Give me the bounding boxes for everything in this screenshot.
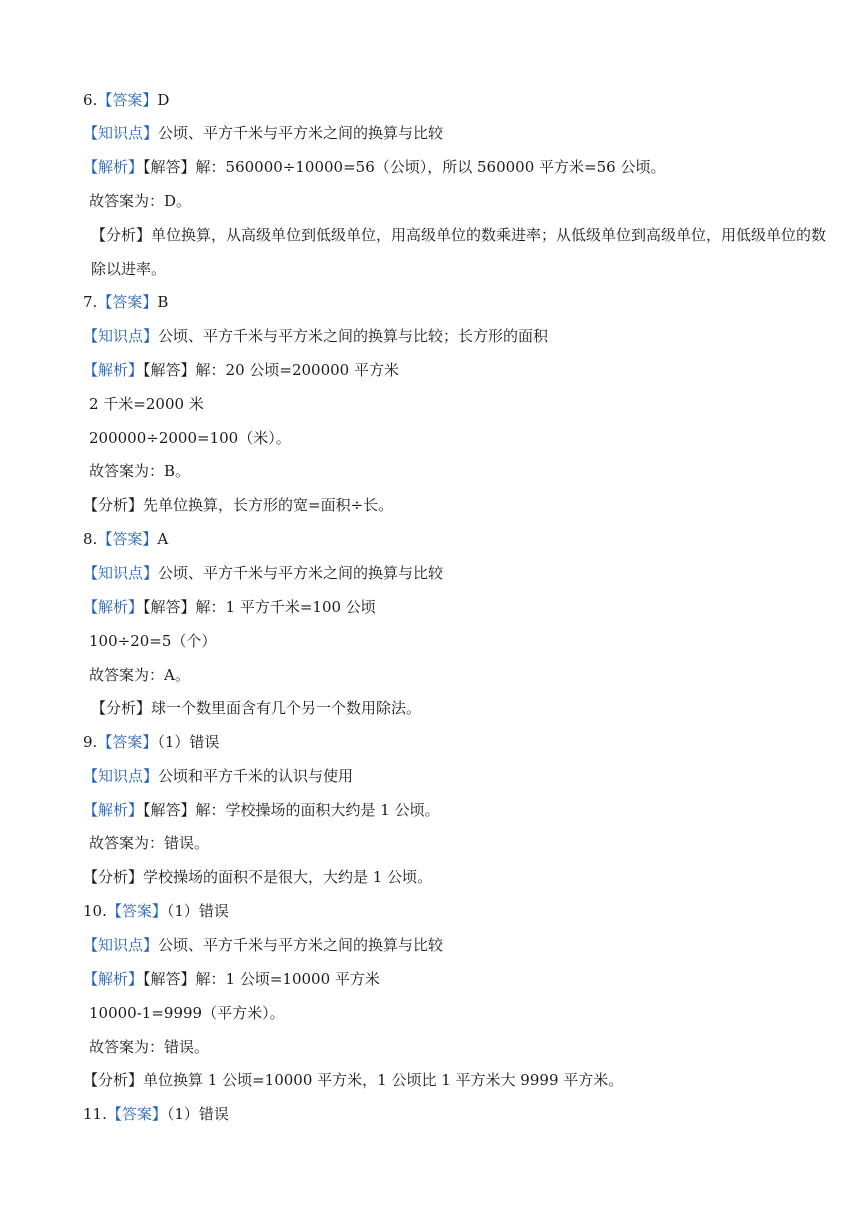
knowledge-point-line-9 xyxy=(83,766,823,786)
knowledge-point-tag: 【知识点】 xyxy=(83,327,159,345)
answer-value: A xyxy=(157,530,169,548)
question-number: 6. xyxy=(83,91,98,109)
answer-tag: 【答案】 xyxy=(106,902,167,920)
knowledge-point-line-7 xyxy=(83,326,823,346)
analysis-text: 单位换算，从高级单位到低级单位，用高级单位的数乘进率；从低级单位到高级单位，用低级单位的数除以进率。 xyxy=(91,226,827,278)
explanation-tag: 【解析】 xyxy=(83,361,144,379)
answer-line-10 xyxy=(83,901,823,921)
analysis-tag: 【分析】 xyxy=(91,699,152,717)
analysis-line-8 xyxy=(83,698,831,718)
explanation-tag: 【解析】 xyxy=(83,970,144,988)
explanation-tag: 【解析】 xyxy=(83,158,144,176)
solution-text: 解：1 公顷=10000 平方米 xyxy=(195,970,380,988)
analysis-line-6 xyxy=(83,218,831,286)
answer-line-9 xyxy=(83,732,823,752)
solution-text: 解：560000÷10000=56（公顷），所以 560000 平方米=56 公顷。 xyxy=(195,158,666,176)
solution-line-7 xyxy=(83,360,823,380)
solution-step: 故答案为：D。 xyxy=(89,192,192,210)
knowledge-point-text: 公顷、平方千米与平方米之间的换算与比较；长方形的面积 xyxy=(158,327,549,345)
explanation-tag: 【解析】 xyxy=(83,598,144,616)
solution-tag: 【解答】 xyxy=(143,361,196,379)
solution-line-9 xyxy=(83,800,823,820)
solution-tag: 【解答】 xyxy=(143,970,196,988)
knowledge-point-tag: 【知识点】 xyxy=(83,124,159,142)
solution-tag: 【解答】 xyxy=(143,801,196,819)
analysis-tag: 【分析】 xyxy=(83,496,144,514)
question-number: 11. xyxy=(83,1105,107,1123)
solution-text: 解：1 平方千米=100 公顷 xyxy=(195,598,376,616)
knowledge-point-line-6 xyxy=(83,123,823,143)
solution-line-8 xyxy=(83,597,823,617)
solution-line-10 xyxy=(83,969,823,989)
solution-step: 故答案为：错误。 xyxy=(89,1038,210,1056)
solution-tag: 【解答】 xyxy=(143,158,196,176)
answer-tag: 【答案】 xyxy=(97,733,158,751)
knowledge-point-text: 公顷、平方千米与平方米之间的换算与比较 xyxy=(158,564,444,582)
answer-line-11 xyxy=(83,1104,823,1124)
solution-text: 解：20 公顷=200000 平方米 xyxy=(195,361,399,379)
solution-step: 故答案为：A。 xyxy=(89,666,190,684)
question-number: 8. xyxy=(83,530,98,548)
answer-line-6 xyxy=(83,90,823,110)
solution-step: 100÷20=5（个） xyxy=(89,632,217,650)
answer-value: （1）错误 xyxy=(166,902,229,920)
knowledge-point-text: 公顷、平方千米与平方米之间的换算与比较 xyxy=(158,936,444,954)
solution-step: 故答案为：错误。 xyxy=(89,834,210,852)
analysis-line-7 xyxy=(83,495,823,515)
analysis-text: 学校操场的面积不是很大，大约是 1 公顷。 xyxy=(143,868,433,886)
solution-step: 10000-1=9999（平方米）。 xyxy=(89,1004,285,1022)
answer-value: D xyxy=(157,91,170,109)
solution-tag: 【解答】 xyxy=(143,598,196,616)
analysis-line-9 xyxy=(83,867,823,887)
analysis-text: 先单位换算，长方形的宽=面积÷长。 xyxy=(143,496,394,514)
knowledge-point-tag: 【知识点】 xyxy=(83,564,159,582)
analysis-tag: 【分析】 xyxy=(83,1071,144,1089)
answer-tag: 【答案】 xyxy=(106,1105,167,1123)
answer-value: B xyxy=(157,293,169,311)
answer-tag: 【答案】 xyxy=(97,91,158,109)
analysis-tag: 【分析】 xyxy=(91,226,152,244)
analysis-text: 球一个数里面含有几个另一个数用除法。 xyxy=(151,699,422,717)
knowledge-point-line-10 xyxy=(83,935,823,955)
answer-value: （1）错误 xyxy=(157,733,220,751)
knowledge-point-text: 公顷和平方千米的认识与使用 xyxy=(158,767,354,785)
analysis-text: 单位换算 1 公顷=10000 平方米，1 公顷比 1 平方米大 9999 平方米。 xyxy=(143,1071,624,1089)
question-number: 7. xyxy=(83,293,98,311)
knowledge-point-text: 公顷、平方千米与平方米之间的换算与比较 xyxy=(158,124,444,142)
solution-line-6 xyxy=(83,157,823,177)
solution-step: 2 千米=2000 米 xyxy=(89,395,204,413)
knowledge-point-tag: 【知识点】 xyxy=(83,936,159,954)
solution-step: 200000÷2000=100（米）。 xyxy=(89,429,291,447)
question-number: 10. xyxy=(83,902,107,920)
question-number: 9. xyxy=(83,733,98,751)
answer-value: （1）错误 xyxy=(166,1105,229,1123)
solution-step: 故答案为：B。 xyxy=(89,462,191,480)
answer-line-7 xyxy=(83,292,823,312)
knowledge-point-line-8 xyxy=(83,563,823,583)
answer-tag: 【答案】 xyxy=(97,530,158,548)
answer-tag: 【答案】 xyxy=(97,293,158,311)
knowledge-point-tag: 【知识点】 xyxy=(83,767,159,785)
solution-text: 解：学校操场的面积大约是 1 公顷。 xyxy=(195,801,440,819)
explanation-tag: 【解析】 xyxy=(83,801,144,819)
analysis-tag: 【分析】 xyxy=(83,868,144,886)
analysis-line-10 xyxy=(83,1070,823,1090)
answer-line-8 xyxy=(83,529,823,549)
